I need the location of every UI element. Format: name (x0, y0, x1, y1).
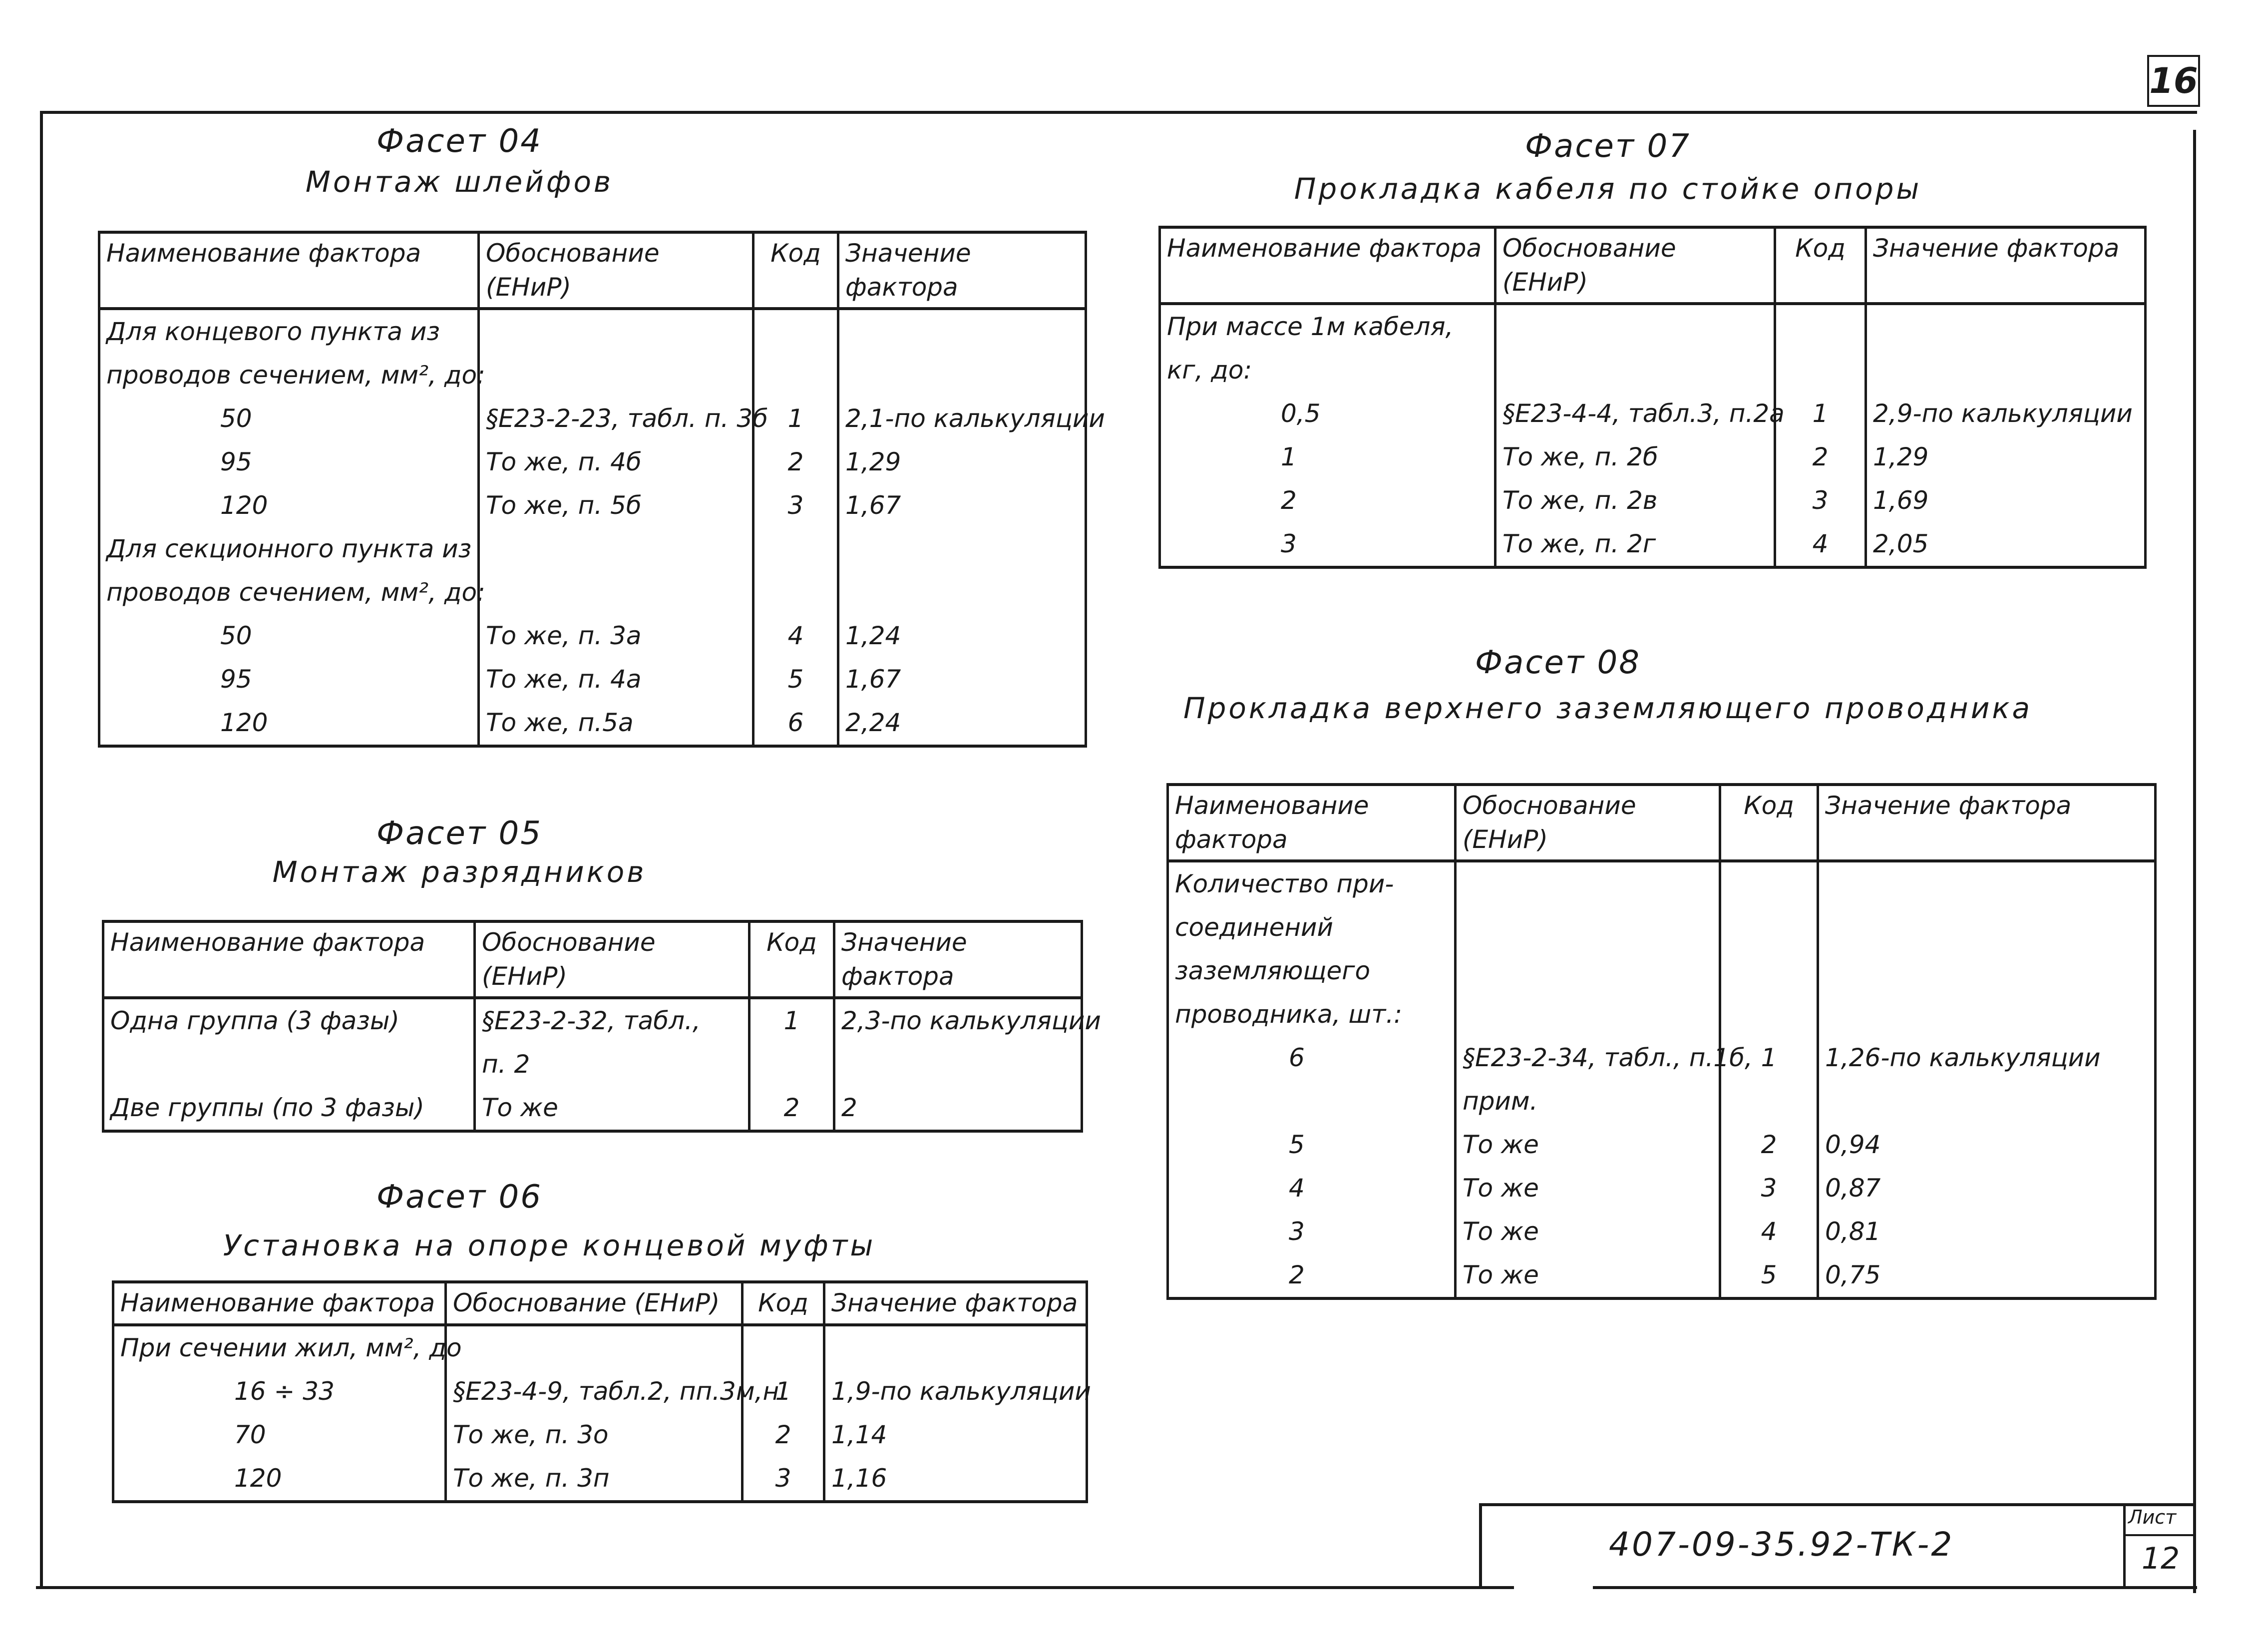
cell-code: 4 (1720, 1210, 1818, 1253)
table-header-row (1160, 227, 2146, 304)
table-row (99, 397, 1086, 440)
header-factor-name: Наименование фактора (1160, 227, 1495, 304)
cell-factor-value: 2,3-по калькуляции (834, 998, 1082, 1043)
table-row (1160, 435, 2146, 479)
header-factor-value: Значение фактора (838, 232, 1086, 309)
cell-factor-value: 0,87 (1818, 1167, 2156, 1210)
header-justification: Обоснование (ЕНиР) (475, 921, 749, 998)
cell-justification (1456, 949, 1720, 993)
stamp-left-border (1479, 1503, 1482, 1588)
cell-factor-name: При сечении жил, мм², до (113, 1325, 446, 1370)
header-code: Код (1720, 785, 1818, 861)
cell-factor-value: 1,67 (838, 658, 1086, 701)
cell-justification (479, 309, 753, 354)
cell-code (1720, 993, 1818, 1036)
cell-factor-value: 2,9-по калькуляции (1866, 392, 2146, 435)
header-factor-value: Значение фактора (1866, 227, 2146, 304)
header-justification: Обоснование (ЕНиР) (1495, 227, 1775, 304)
facet-07-title: Фасет 07 (1525, 128, 1691, 165)
cell-factor-name: При массе 1м кабеля, (1160, 304, 1495, 349)
cell-justification: §Е23-2-32, табл., (475, 998, 749, 1043)
header-justification: Обоснование (ЕНиР) (1456, 785, 1720, 861)
cell-code (749, 1043, 834, 1086)
frame-left-border (40, 111, 43, 1589)
sheet-number: 16 (2147, 55, 2200, 107)
header-code: Код (1775, 227, 1866, 304)
table-row (99, 571, 1086, 614)
cell-factor-name: 2 (1168, 1253, 1456, 1298)
cell-code (753, 309, 838, 354)
table-row (99, 701, 1086, 746)
table-row (103, 1086, 1082, 1131)
cell-justification: То же, п. 2г (1495, 522, 1775, 567)
cell-factor-value: 2 (834, 1086, 1082, 1131)
cell-factor-value: 0,75 (1818, 1253, 2156, 1298)
cell-code (1775, 349, 1866, 392)
table-row (1168, 1253, 2156, 1298)
cell-justification: То же (1456, 1210, 1720, 1253)
cell-factor-value: 0,94 (1818, 1123, 2156, 1167)
header-factor-name: Наименование фактора (113, 1282, 446, 1325)
table-row (99, 440, 1086, 484)
cell-code: 1 (1775, 392, 1866, 435)
facet-06-title: Фасет 06 (376, 1179, 542, 1216)
cell-factor-name: Для секционного пункта из (99, 527, 479, 571)
cell-code: 4 (1775, 522, 1866, 567)
table-row (1160, 392, 2146, 435)
table-row (1168, 1210, 2156, 1253)
cell-factor-name: кг, до: (1160, 349, 1495, 392)
cell-factor-name: 0,5 (1160, 392, 1495, 435)
cell-code (753, 354, 838, 397)
cell-factor-name: 95 (99, 440, 479, 484)
cell-code: 5 (753, 658, 838, 701)
cell-code: 6 (753, 701, 838, 746)
cell-factor-value: 0,81 (1818, 1210, 2156, 1253)
cell-code: 2 (1720, 1123, 1818, 1167)
table-row (99, 658, 1086, 701)
facet-05-title: Фасет 05 (376, 815, 542, 852)
facet-05-table (102, 920, 1101, 1133)
stamp-divider (2123, 1503, 2126, 1588)
cell-factor-value: 1,29 (1866, 435, 2146, 479)
cell-factor-name: 6 (1168, 1036, 1456, 1080)
header-factor-name: Наименование фактора (1168, 785, 1456, 861)
cell-justification (479, 571, 753, 614)
cell-factor-value (1818, 906, 2156, 949)
cell-justification (1495, 304, 1775, 349)
cell-justification: То же (1456, 1167, 1720, 1210)
cell-code (753, 527, 838, 571)
cell-justification (1456, 906, 1720, 949)
header-factor-value: Значение фактора (834, 921, 1082, 998)
table-row (1160, 349, 2146, 392)
header-justification: Обоснование (ЕНиР) (479, 232, 753, 309)
cell-factor-name: соединений (1168, 906, 1456, 949)
header-factor-name: Наименование фактора (103, 921, 475, 998)
cell-justification (1456, 993, 1720, 1036)
cell-justification (1495, 349, 1775, 392)
cell-factor-name (1168, 1080, 1456, 1123)
frame-top-border (40, 111, 2197, 114)
cell-code: 3 (1775, 479, 1866, 522)
cell-code (1720, 906, 1818, 949)
cell-justification: То же, п. 4б (479, 440, 753, 484)
cell-factor-value (838, 571, 1086, 614)
cell-code: 1 (753, 397, 838, 440)
cell-factor-value (1866, 304, 2146, 349)
cell-factor-value (1818, 861, 2156, 906)
cell-factor-name: 16 ÷ 33 (113, 1370, 446, 1413)
document-code: 407-09-35.92-ТК-2 (1609, 1525, 1954, 1564)
cell-justification: То же, п. 5б (479, 484, 753, 527)
cell-factor-value (1818, 1080, 2156, 1123)
cell-factor-value (838, 309, 1086, 354)
table-row (103, 998, 1082, 1043)
cell-factor-name: проводника, шт.: (1168, 993, 1456, 1036)
cell-factor-value: 1,69 (1866, 479, 2146, 522)
table-row (1160, 304, 2146, 349)
cell-factor-value: 1,29 (838, 440, 1086, 484)
table-header-row (113, 1282, 1087, 1325)
table-row (1168, 906, 2156, 949)
cell-factor-name: Одна группа (3 фазы) (103, 998, 475, 1043)
table-header-row (103, 921, 1082, 998)
header-code: Код (749, 921, 834, 998)
cell-factor-name (103, 1043, 475, 1086)
frame-bottom-border (36, 1586, 1514, 1589)
cell-factor-name: 4 (1168, 1167, 1456, 1210)
cell-justification: То же (1456, 1123, 1720, 1167)
cell-factor-name: 120 (99, 484, 479, 527)
cell-justification: §Е23-2-23, табл. п. 3б (479, 397, 753, 440)
table-row (113, 1370, 1087, 1413)
cell-factor-name: Две группы (по 3 фазы) (103, 1086, 475, 1131)
cell-factor-value (1866, 349, 2146, 392)
header-justification: Обоснование (ЕНиР) (446, 1282, 743, 1325)
facet-08-table (1166, 783, 2157, 1300)
cell-factor-name: 2 (1160, 479, 1495, 522)
sheet-label: Лист (2128, 1506, 2177, 1528)
cell-factor-name: 50 (99, 614, 479, 658)
cell-factor-value (834, 1043, 1082, 1086)
cell-factor-value: 2,24 (838, 701, 1086, 746)
cell-justification: То же, п. 3а (479, 614, 753, 658)
cell-code: 3 (743, 1457, 824, 1502)
facet-04-title: Фасет 04 (376, 123, 542, 160)
cell-justification: То же (475, 1086, 749, 1131)
frame-right-border (2193, 130, 2196, 1593)
cell-factor-value (838, 354, 1086, 397)
cell-code: 2 (1775, 435, 1866, 479)
cell-justification (479, 527, 753, 571)
cell-justification (446, 1325, 743, 1370)
cell-code (1720, 949, 1818, 993)
table-header-row (1168, 785, 2156, 861)
table-row (99, 309, 1086, 354)
cell-justification (479, 354, 753, 397)
cell-justification: То же, п.5а (479, 701, 753, 746)
cell-factor-value (824, 1325, 1087, 1370)
cell-factor-value: 1,9-по калькуляции (824, 1370, 1087, 1413)
facet-04-table (98, 231, 1105, 748)
table-row (113, 1413, 1087, 1457)
cell-justification: прим. (1456, 1080, 1720, 1123)
cell-factor-value: 1,16 (824, 1457, 1087, 1502)
table-row (1168, 1123, 2156, 1167)
table-row (1160, 522, 2146, 567)
cell-code: 1 (1720, 1036, 1818, 1080)
header-code: Код (743, 1282, 824, 1325)
cell-code (1720, 1080, 1818, 1123)
cell-code: 2 (749, 1086, 834, 1131)
table-row (113, 1457, 1087, 1502)
cell-factor-name: 95 (99, 658, 479, 701)
cell-code: 3 (1720, 1167, 1818, 1210)
cell-factor-value: 2,05 (1866, 522, 2146, 567)
cell-factor-value: 1,14 (824, 1413, 1087, 1457)
cell-factor-name: Для концевого пункта из (99, 309, 479, 354)
cell-justification: То же, п. 2в (1495, 479, 1775, 522)
cell-factor-value (838, 527, 1086, 571)
table-row (1168, 1167, 2156, 1210)
facet-06-table (112, 1280, 1091, 1503)
cell-factor-name: 50 (99, 397, 479, 440)
cell-code (753, 571, 838, 614)
cell-factor-name: проводов сечением, мм², до: (99, 354, 479, 397)
table-row (1168, 861, 2156, 906)
header-factor-value: Значение фактора (824, 1282, 1087, 1325)
cell-factor-value: 1,26-по калькуляции (1818, 1036, 2156, 1080)
cell-factor-value: 2,1-по калькуляции (838, 397, 1086, 440)
header-code: Код (753, 232, 838, 309)
table-row (103, 1043, 1082, 1086)
cell-factor-name: заземляющего (1168, 949, 1456, 993)
cell-code: 2 (743, 1413, 824, 1457)
table-row (113, 1325, 1087, 1370)
cell-factor-name: Количество при- (1168, 861, 1456, 906)
stamp-sheet-divider (2123, 1534, 2195, 1536)
cell-justification: То же, п. 4а (479, 658, 753, 701)
cell-code: 2 (753, 440, 838, 484)
cell-factor-name: 70 (113, 1413, 446, 1457)
header-factor-name: Наименование фактора (99, 232, 479, 309)
table-row (1168, 1080, 2156, 1123)
cell-justification: §Е23-4-9, табл.2, пп.3м,н (446, 1370, 743, 1413)
cell-factor-value: 1,24 (838, 614, 1086, 658)
table-row (99, 354, 1086, 397)
cell-justification (1456, 861, 1720, 906)
cell-justification: То же (1456, 1253, 1720, 1298)
facet-07-subtitle: Прокладка кабеля по стойке опоры (1294, 172, 1922, 206)
table-row (99, 527, 1086, 571)
cell-factor-name: 5 (1168, 1123, 1456, 1167)
cell-justification: То же, п. 3о (446, 1413, 743, 1457)
cell-code: 5 (1720, 1253, 1818, 1298)
table-row (1168, 1036, 2156, 1080)
stamp-top-border (1479, 1503, 2195, 1506)
cell-factor-value: 1,67 (838, 484, 1086, 527)
cell-factor-value (1818, 949, 2156, 993)
cell-factor-name: 120 (113, 1457, 446, 1502)
cell-factor-name: 120 (99, 701, 479, 746)
cell-factor-name: 1 (1160, 435, 1495, 479)
cell-code: 3 (753, 484, 838, 527)
table-row (99, 484, 1086, 527)
cell-factor-name: 3 (1160, 522, 1495, 567)
facet-04-subtitle: Монтаж шлейфов (305, 165, 614, 199)
cell-code: 1 (743, 1370, 824, 1413)
cell-justification: п. 2 (475, 1043, 749, 1086)
cell-code: 1 (749, 998, 834, 1043)
table-row (1168, 993, 2156, 1036)
cell-code (1720, 861, 1818, 906)
cell-justification: То же, п. 2б (1495, 435, 1775, 479)
facet-07-table (1158, 226, 2147, 569)
cell-factor-name: проводов сечением, мм², до: (99, 571, 479, 614)
facet-05-subtitle: Монтаж разрядников (272, 855, 647, 889)
table-row (1160, 479, 2146, 522)
cell-justification: §Е23-2-34, табл., п.1б, (1456, 1036, 1720, 1080)
title-block-stamp (1479, 1503, 2195, 1588)
table-row (99, 614, 1086, 658)
table-row (1168, 949, 2156, 993)
cell-justification: §Е23-4-4, табл.3, п.2а (1495, 392, 1775, 435)
cell-factor-value (1818, 993, 2156, 1036)
facet-08-subtitle: Прокладка верхнего заземляющего проводника (1183, 691, 2033, 725)
sheet-value: 12 (2141, 1541, 2180, 1576)
facet-08-title: Фасет 08 (1475, 644, 1641, 681)
header-factor-value: Значение фактора (1818, 785, 2156, 861)
cell-code (743, 1325, 824, 1370)
cell-code: 4 (753, 614, 838, 658)
table-header-row (99, 232, 1086, 309)
cell-justification: То же, п. 3п (446, 1457, 743, 1502)
facet-06-subtitle: Установка на опоре концевой муфты (223, 1229, 876, 1262)
cell-factor-name: 3 (1168, 1210, 1456, 1253)
cell-code (1775, 304, 1866, 349)
